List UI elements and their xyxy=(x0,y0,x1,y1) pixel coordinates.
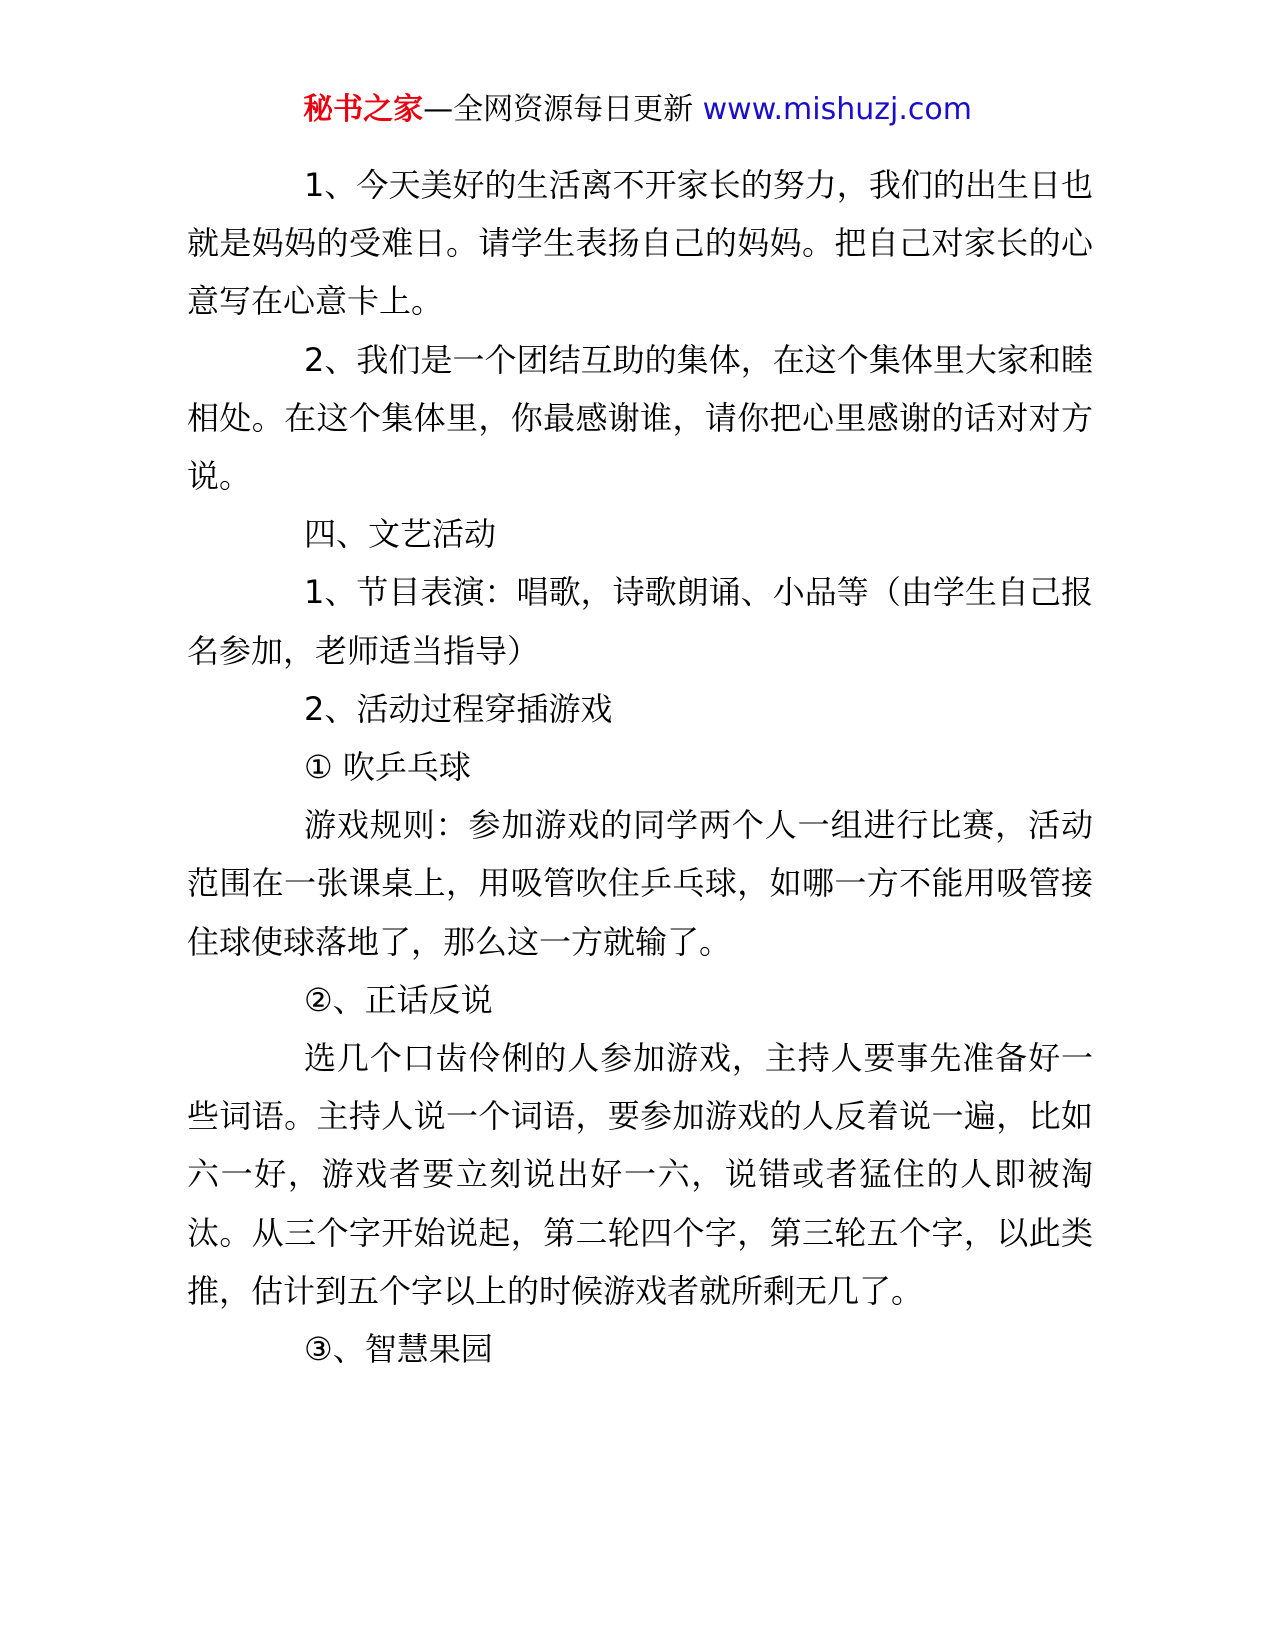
game-title-wisdom-orchard: ③、智慧果园 xyxy=(304,1330,493,1369)
paragraph-thank-parents: 1、今天美好的生活离不开家长的努力，我们的出生日也就是妈妈的受难日。请学生表扬自己的妈妈。把自己对家长的心意写在心意卡上。 xyxy=(187,166,1093,321)
game-title-ping-pong: ① 吹乒乓球 xyxy=(304,748,471,787)
game-title-reverse-words: ②、正话反说 xyxy=(304,980,493,1019)
header-url-link[interactable]: www.mishuzj.com xyxy=(702,92,972,127)
paragraph-ping-pong-rules: 游戏规则：参加游戏的同学两个人一组进行比赛，活动范围在一张课桌上，用吸管吹住乒乓球，如哪一方不能用吸管接住球使球落地了，那么这一方就输了。 xyxy=(187,806,1093,961)
paragraph-games-intro: 2、活动过程穿插游戏 xyxy=(304,689,613,728)
section-heading-arts: 四、文艺活动 xyxy=(304,515,497,554)
paragraph-reverse-words-rules: 选几个口齿伶俐的人参加游戏，主持人要事先准备好一些词语。主持人说一个词语，要参加游戏的人反着说一遍，比如六一好，游戏者要立刻说出好一六，说错或者猛住的人即被淘汰。从三个字开始说起，第二轮四个字，第三轮五个字，以此类推，估计到五个字以上的时候游戏者就所剩无几了。 xyxy=(187,1039,1093,1310)
page-header xyxy=(0,88,1275,132)
header-brand: 秘书之家 xyxy=(303,92,424,127)
document-body xyxy=(187,156,1093,1378)
paragraph-performances: 1、节目表演：唱歌，诗歌朗诵、小品等（由学生自己报名参加，老师适当指导） xyxy=(187,573,1093,670)
header-slogan: —全网资源每日更新 xyxy=(423,92,703,127)
paragraph-thank-classmates: 2、我们是一个团结互助的集体，在这个集体里大家和睦相处。在这个集体里，你最感谢谁，请你把心里感谢的话对对方说。 xyxy=(187,340,1093,496)
